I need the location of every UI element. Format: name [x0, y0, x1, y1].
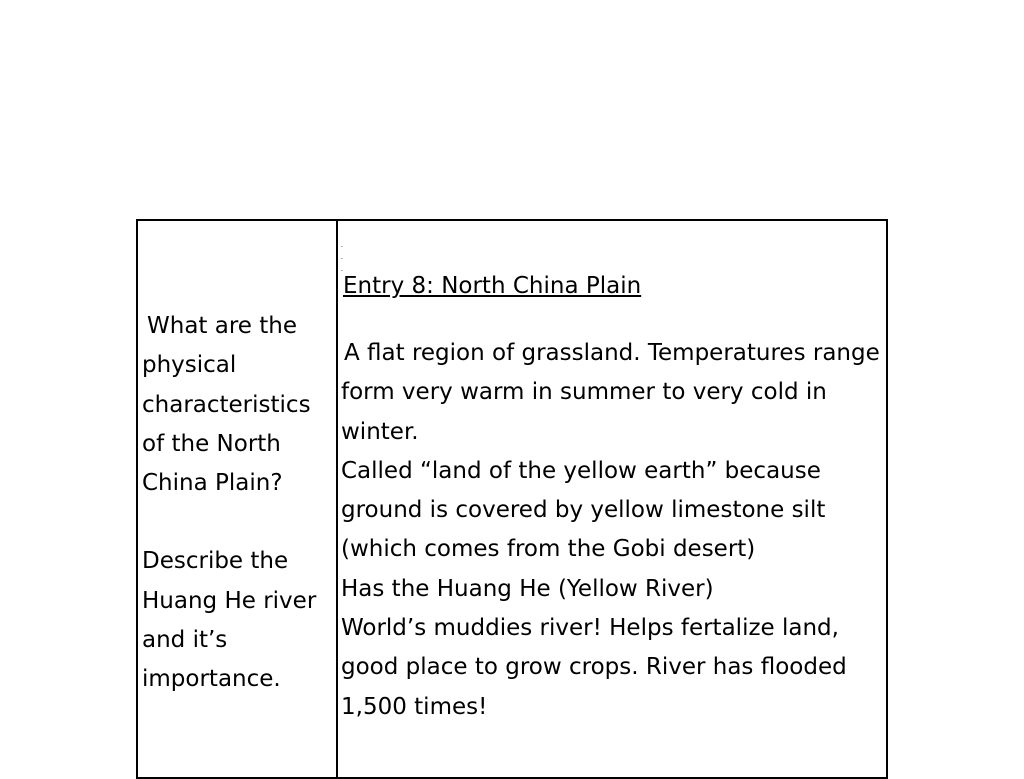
tiny-marks — [341, 241, 343, 277]
column-divider — [336, 221, 338, 777]
paragraph-huang-he: Has the Huang He (Yellow River) — [341, 575, 714, 602]
spacer — [142, 503, 332, 542]
question-physical-characteristics: What are the physical characteristics of the North China Plain? — [142, 313, 311, 497]
paragraph-yellow-earth: Called “land of the yellow earth” because ground is covered by yellow limestone silt (which comes from the Gobi desert) — [341, 457, 826, 563]
tiny-mark: - — [341, 256, 343, 262]
paragraph-muddiest-river: World’s muddies river! Helps fertalize land, good place to grow crops. River has flooded 1,500 times! — [341, 615, 847, 720]
tiny-mark: - — [341, 244, 343, 250]
paragraph-grassland: A flat region of grassland. Temperatures range form very warm in summer to very cold in winter. — [341, 340, 880, 445]
content-table — [136, 219, 888, 779]
answer-body — [341, 334, 883, 727]
tiny-mark: - — [341, 268, 343, 274]
question-huang-he: Describe the Huang He river and it’s importance. — [142, 548, 317, 693]
entry-title: Entry 8: North China Plain — [343, 273, 642, 299]
questions-cell — [142, 307, 332, 700]
